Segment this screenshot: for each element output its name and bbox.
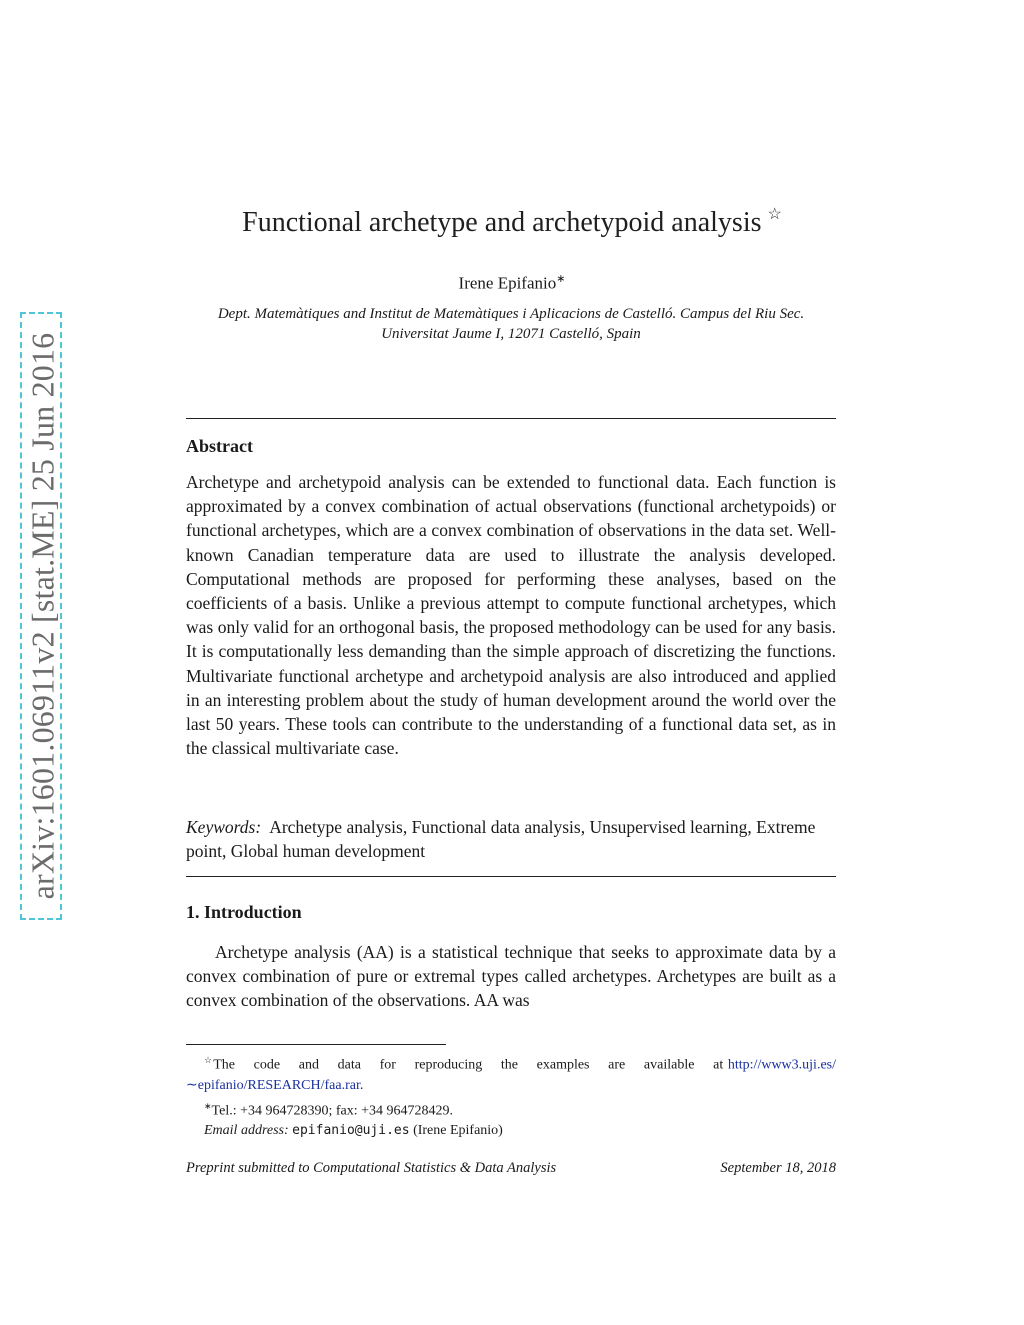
paper-title: [0, 207, 1024, 239]
author: [0, 272, 1024, 294]
footnotes: [186, 1050, 836, 1141]
footnote1-end: .: [359, 1077, 364, 1093]
footnote1-mark: ☆: [204, 1055, 214, 1065]
footer-preprint-note: Preprint submitted to Computational Statistics & Data Analysis: [186, 1160, 557, 1176]
footnote-email: [186, 1121, 836, 1141]
author-name: Irene Epifanio: [458, 273, 557, 293]
footnote1-text: The code and data for reproducing the examples are available at: [213, 1057, 724, 1073]
author-footnote-mark: ∗: [556, 273, 566, 285]
footnote-url-link[interactable]: http://www3.uji.es/∼epifanio/RESEARCH/faa.rar: [186, 1057, 837, 1093]
footnote-contact: [186, 1096, 836, 1122]
abstract-top-rule: [186, 418, 836, 419]
email-address[interactable]: epifanio@uji.es: [292, 1123, 410, 1139]
abstract-bottom-rule: [186, 876, 836, 877]
affiliation: Dept. Matemàtiques and Institut de Matemàtiques i Aplicacions de Castelló. Campus del Riu Sec. Universitat Jaume I, 12071 Castelló, Spain: [217, 306, 805, 342]
title-text: Functional archetype and archetypoid analysis: [242, 207, 762, 238]
page-footer: [186, 1160, 836, 1177]
keywords-list: Archetype analysis, Functional data analysis, Unsupervised learning, Extreme point, Global human development: [186, 817, 816, 862]
footnote2-mark: ∗: [204, 1100, 212, 1111]
keywords: [186, 815, 836, 863]
keywords-label: Keywords:: [186, 817, 262, 837]
footnote2-text: Tel.: +34 964728390; fax: +34 964728429.: [211, 1103, 454, 1119]
footnote-code-data: [186, 1050, 836, 1096]
title-footnote-mark: ☆: [767, 206, 782, 223]
email-label: Email address:: [204, 1123, 289, 1139]
abstract-text: Archetype and archetypoid analysis can be extended to functional data. Each function is approximated by a convex combination of actual observations (functional archetypoids) or functional archetypes, which are a convex combination of observations in the data set. Well-known Canadian temperature data are used to illustrate the analysis developed. Computational methods are proposed for performing these analyses, based on the coefficients of a basis. Unlike a previous attempt to compute functional archetypes, which was only valid for an orthogonal basis, the proposed methodology can be used for any basis. It is computationally less demanding than the simple approach of discretizing the functions. Multivariate functional archetype and archetypoid analysis are also introduced and applied in an interesting problem about the study of human development around the world over the last 50 years. These tools can contribute to the understanding of a functional data set, as in the classical multivariate case.: [186, 472, 836, 759]
section-heading-introduction: 1. Introduction: [186, 902, 302, 922]
footnote-rule: [186, 1044, 446, 1045]
footer-date: September 18, 2018: [720, 1160, 836, 1176]
abstract-heading: Abstract: [186, 436, 253, 456]
arxiv-identifier[interactable]: arXiv:1601.06911v2 [stat.ME] 25 Jun 2016: [24, 332, 61, 900]
introduction-text: Archetype analysis (AA) is a statistical technique that seeks to approximate data by a convex combination of pure or extremal types called archetypes. Archetypes are built as a convex combination of the observations. AA was: [186, 942, 836, 1011]
email-owner: (Irene Epifanio): [413, 1123, 503, 1139]
